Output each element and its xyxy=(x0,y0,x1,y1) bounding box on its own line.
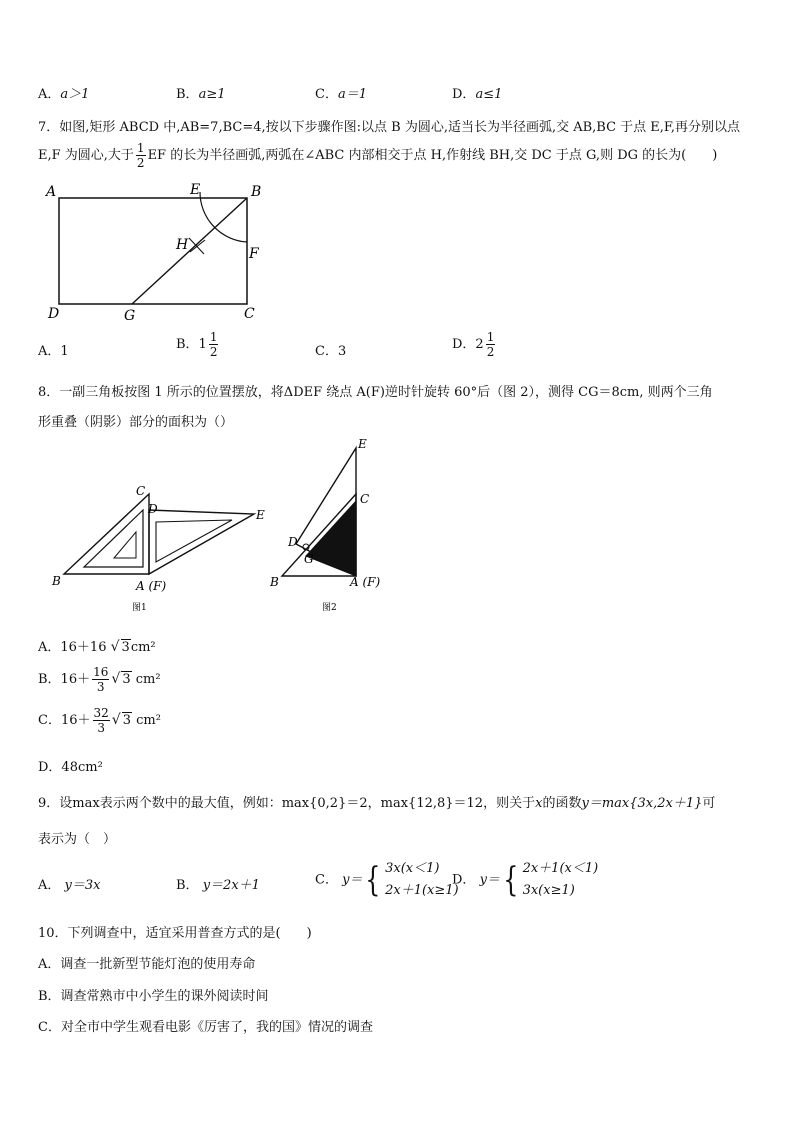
q7-option-c: C．3 xyxy=(315,344,347,359)
label-h: H xyxy=(176,237,189,253)
q9-text-line2: 表示为（ ） xyxy=(38,832,117,847)
q7-rectangle-figure xyxy=(44,180,274,325)
q6-option-c: C．a＝1 xyxy=(315,87,367,102)
fig1-caption: 图1 xyxy=(132,603,147,613)
q8-option-d: D．48cm² xyxy=(38,760,103,775)
svg-text:D: D xyxy=(288,535,298,549)
svg-text:A (F): A (F) xyxy=(350,575,381,589)
svg-text:E: E xyxy=(358,437,367,451)
label-e: E xyxy=(190,182,201,198)
svg-text:B: B xyxy=(270,575,279,589)
q7-fraction: $\frac{1}{2}$ xyxy=(136,141,145,170)
q9-option-d: D． y＝{ 2x＋1(x＜1) 3x(x≥1) xyxy=(452,860,599,900)
q6-option-b: B．a≥1 xyxy=(176,87,226,102)
q8-option-c: C．16＋ $\frac{32}{3}$ √ 3 cm² xyxy=(38,706,161,735)
ray-bh xyxy=(132,198,247,304)
label-f: F xyxy=(249,246,259,262)
label-c: C xyxy=(244,306,255,322)
svg-text:B: B xyxy=(52,574,61,588)
q7-option-d: D．2 $\frac{1}{2}$ xyxy=(452,330,495,359)
q8-option-a: A．16＋16 √ 3cm² xyxy=(38,639,156,655)
q8-figure-2 xyxy=(266,436,396,616)
label-g: G xyxy=(124,308,136,324)
q7-text-line2: E,F 为圆心,大于 $\frac{1}{2}$ EF 的长为半径画弧,两弧在∠ABC 内部相交于点 H,作射线 BH,交 DC 于点 G,则 DG 的长为( ) xyxy=(38,141,718,170)
q7-option-b: B．1 $\frac{1}{2}$ xyxy=(176,330,218,359)
svg-text:E: E xyxy=(256,508,265,522)
q6-option-d: D．a≤1 xyxy=(452,87,503,102)
q10-option-a: A．调查一批新型节能灯泡的使用寿命 xyxy=(38,957,256,972)
q9-text-line1: 9．设max表示两个数中的最大值，例如：max{0,2}＝2，max{12,8}＝12，则关于x的函数y＝max{3x,2x＋1}可 xyxy=(38,796,716,811)
svg-text:C: C xyxy=(360,492,370,506)
q10-option-b: B．调查常熟市中小学生的课外阅读时间 xyxy=(38,989,269,1004)
q7-option-a: A．1 xyxy=(38,344,69,359)
label-a: A xyxy=(46,184,57,200)
svg-text:G: G xyxy=(304,552,314,566)
q7-text-line1: 7．如图,矩形 ABCD 中,AB=7,BC=4,按以下步骤作图:以点 B 为圆心,适当长为半径画弧,交 AB,BC 于点 E,F,再分别以点 xyxy=(38,120,741,135)
fig2-caption: 图2 xyxy=(322,603,337,613)
q8-text-line2: 形重叠（阴影）部分的面积为（） xyxy=(38,415,234,430)
q8-figure-1 xyxy=(44,482,274,617)
label-d: D xyxy=(48,306,60,322)
svg-text:D: D xyxy=(148,502,158,516)
q10-option-c: C．对全市中学生观看电影《厉害了，我的国》情况的调查 xyxy=(38,1020,373,1035)
rectangle-abcd xyxy=(59,198,247,304)
svg-text:A (F): A (F) xyxy=(136,579,167,593)
q9-option-a: A． y＝3x xyxy=(38,878,101,893)
svg-text:C: C xyxy=(136,484,146,498)
q6-option-a: A．a＞1 xyxy=(38,87,90,102)
q8-text-line1: 8．一副三角板按图 1 所示的位置摆放，将ΔDEF 绕点 A(F)逆时针旋转 60°后（图 2），测得 CG＝8cm, 则两个三角 xyxy=(38,385,713,400)
q8-option-b: B．16＋ $\frac{16}{3}$ √ 3 cm² xyxy=(38,665,161,694)
label-b: B xyxy=(251,184,262,200)
q9-option-b: B． y＝2x＋1 xyxy=(176,878,260,893)
q10-text: 10．下列调查中，适宜采用普查方式的是( ) xyxy=(38,926,312,941)
q9-option-c: C． y＝{ 3x(x＜1) 2x＋1(x≥1) xyxy=(315,860,459,900)
